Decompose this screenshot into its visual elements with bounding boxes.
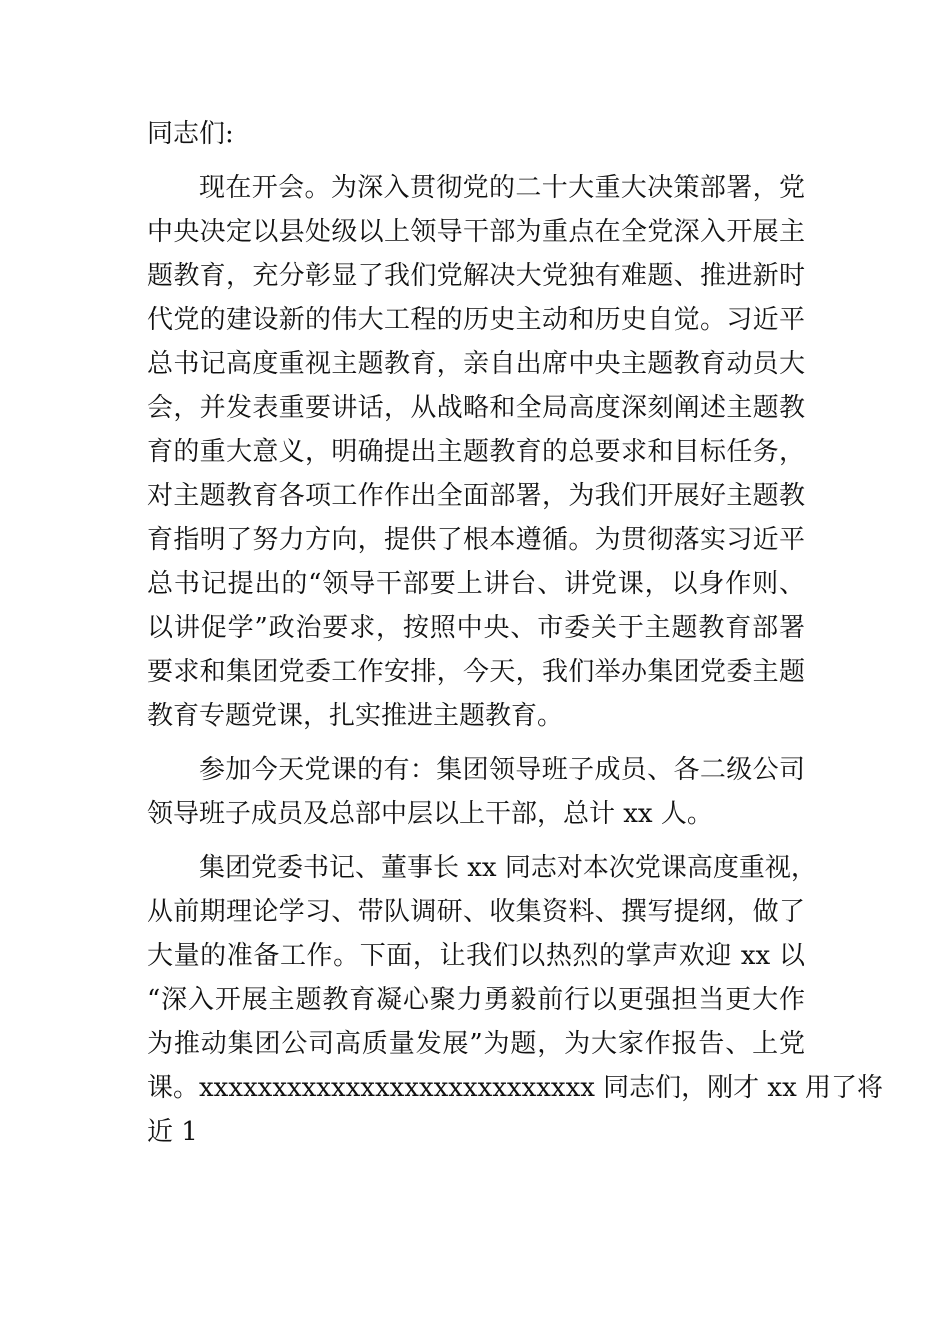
text-line: 对主题教育各项工作作出全面部署，为我们开展好主题教 <box>147 481 805 511</box>
text-line: 领导班子成员及总部中层以上干部，总计 xx 人。 <box>147 799 713 829</box>
text-line: “深入开展主题教育凝心聚力勇毅前行以更强担当更大作 <box>147 985 805 1015</box>
text-line: 总书记提出的“领导干部要上讲台、讲党课，以身作则、 <box>147 569 805 599</box>
text-line: 教育专题党课，扎实推进主题教育。 <box>147 701 564 731</box>
paragraph-gap <box>147 836 805 846</box>
text-line: 以讲促学”政治要求，按照中央、市委关于主题教育部署 <box>147 613 805 643</box>
text-line: 参加今天党课的有：集团领导班子成员、各二级公司 <box>199 755 805 785</box>
text-line: 现在开会。为深入贯彻党的二十大重大决策部署，党 <box>199 173 805 203</box>
text-line: 要求和集团党委工作安排，今天，我们举办集团党委主题 <box>147 657 805 687</box>
text-line: 题教育，充分彰显了我们党解决大党独有难题、推进新时 <box>147 261 805 291</box>
text-line: 集团党委书记、董事长 xx 同志对本次党课高度重视， <box>199 853 817 883</box>
paragraph-introduction <box>147 846 884 1154</box>
text-line: 代党的建设新的伟大工程的历史主动和历史自觉。习近平 <box>147 305 805 335</box>
text-line: 近 1 <box>147 1117 198 1147</box>
paragraph-opening <box>147 166 805 738</box>
text-line: 中央决定以县处级以上领导干部为重点在全党深入开展主 <box>147 217 805 247</box>
text-line: 从前期理论学习、带队调研、收集资料、撰写提纲，做了 <box>147 897 805 927</box>
text-line: 总书记高度重视主题教育，亲自出席中央主题教育动员大 <box>147 349 805 379</box>
paragraph-gap <box>147 738 805 748</box>
salutation: 同志们: <box>147 119 234 149</box>
text-line: 课。xxxxxxxxxxxxxxxxxxxxxxxxxxx 同志们，刚才 xx 用了将 <box>147 1073 884 1103</box>
document-body <box>147 112 884 1154</box>
text-line: 会，并发表重要讲话，从战略和全局高度深刻阐述主题教 <box>147 393 805 423</box>
text-line: 育的重大意义，明确提出主题教育的总要求和目标任务， <box>147 437 805 467</box>
text-line: 为推动集团公司高质量发展”为题，为大家作报告、上党 <box>147 1029 805 1059</box>
text-line: 大量的准备工作。下面，让我们以热烈的掌声欢迎 xx 以 <box>147 941 805 971</box>
paragraph-gap <box>147 156 805 166</box>
text-line: 育指明了努力方向，提供了根本遵循。为贯彻落实习近平 <box>147 525 805 555</box>
paragraph-attendees <box>147 748 805 836</box>
